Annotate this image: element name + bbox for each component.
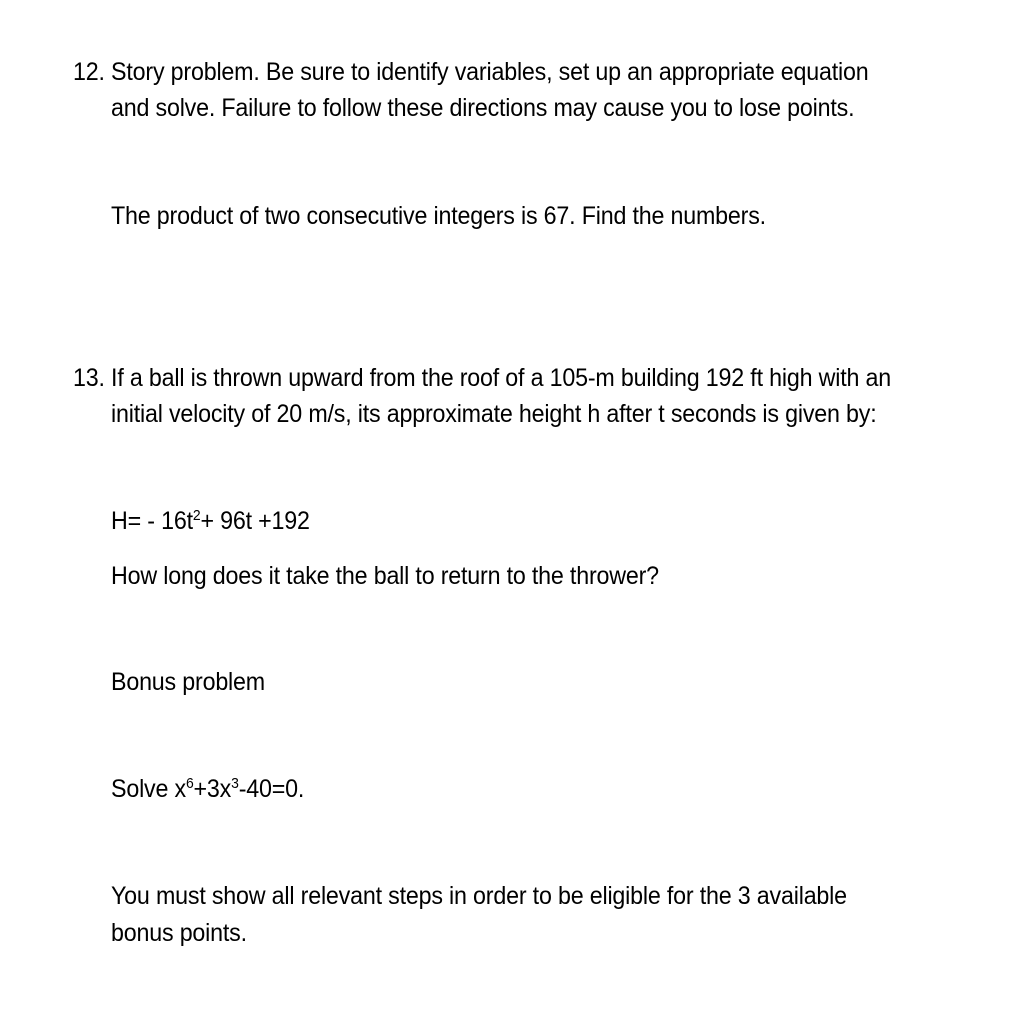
- q12-problem: The product of two consecutive integers is 67. Find the numbers.: [111, 202, 766, 230]
- bonus-equation-part1: Solve x: [111, 775, 186, 803]
- q13-question: How long does it take the ball to return to the thrower?: [111, 562, 659, 590]
- q12-number: 12.: [73, 58, 105, 86]
- bonus-equation: [111, 771, 304, 807]
- q13-number: 13.: [73, 364, 105, 392]
- bonus-note-1: You must show all relevant steps in order to be eligible for the 3 available: [111, 882, 847, 910]
- bonus-equation-part2: +3x: [193, 775, 232, 803]
- q13-text-2: initial velocity of 20 m/s, its approximate height h after t seconds is given by:: [111, 400, 877, 428]
- q13-line-1: [73, 360, 891, 396]
- bonus-equation-part3: -40=0.: [238, 775, 305, 803]
- q13-equation-exponent: 2: [192, 507, 201, 524]
- q13-equation-part2: + 96t +192: [200, 507, 310, 535]
- bonus-equation-exponent-2: 3: [231, 775, 239, 792]
- bonus-equation-exponent-1: 6: [185, 775, 194, 792]
- q12-instructions-1: Story problem. Be sure to identify variables, set up an appropriate equation: [111, 58, 869, 86]
- q13-equation-part1: H= - 16t: [111, 507, 193, 535]
- q13-equation: [111, 503, 310, 539]
- q13-text-1: If a ball is thrown upward from the roof of a 105-m building 192 ft high with an: [111, 364, 891, 392]
- q12-line-1: [73, 54, 868, 90]
- q12-instructions-2: and solve. Failure to follow these directions may cause you to lose points.: [111, 94, 855, 122]
- bonus-note-2: bonus points.: [111, 919, 247, 947]
- bonus-title: Bonus problem: [111, 668, 265, 696]
